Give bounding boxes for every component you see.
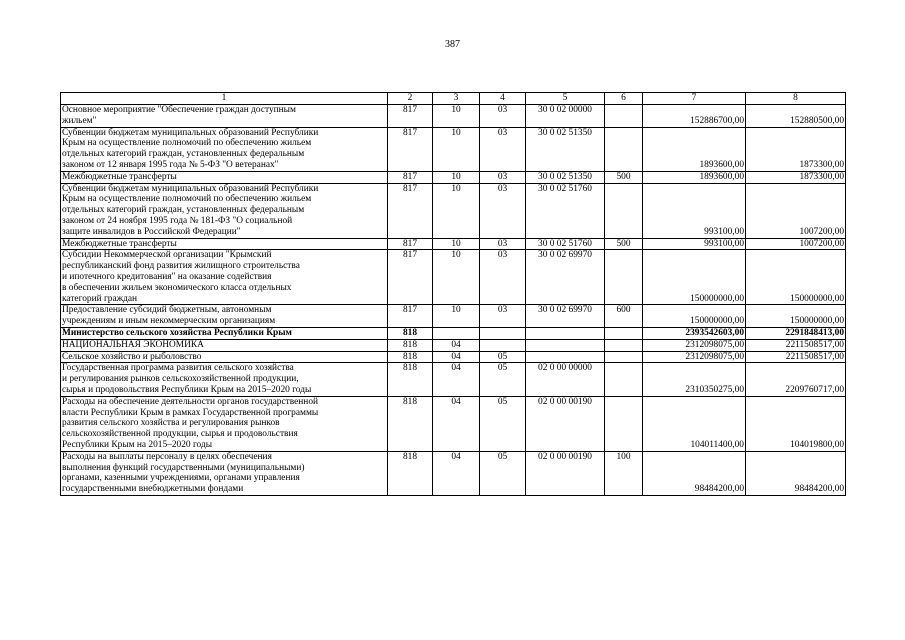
subsection-code-cell: 03 [480, 250, 526, 305]
table-row [61, 305, 846, 328]
column-header: 1 [61, 93, 388, 105]
column-header: 6 [605, 93, 643, 105]
table-row [61, 363, 846, 396]
row-name-cell: Межбюджетные трансферты [61, 171, 388, 183]
amount-year2-cell: 1007200,00 [746, 238, 846, 250]
row-name-cell: Сельское хозяйство и рыболовство [61, 351, 388, 363]
amount-year1-cell: 993100,00 [643, 183, 746, 238]
amount-year2-cell: 152880500,00 [746, 105, 846, 128]
amount-year1-cell: 98484200,00 [643, 451, 746, 495]
section-code-cell: 04 [433, 351, 480, 363]
subsection-code-cell [480, 327, 526, 339]
expense-type-cell [605, 250, 643, 305]
ministry-code-cell: 817 [388, 171, 433, 183]
ministry-code-cell: 818 [388, 339, 433, 351]
table-header-row [61, 93, 846, 105]
expense-type-cell: 100 [605, 451, 643, 495]
ministry-code-cell: 817 [388, 183, 433, 238]
subsection-code-cell: 05 [480, 451, 526, 495]
section-code-cell: 10 [433, 183, 480, 238]
section-code-cell: 10 [433, 105, 480, 128]
subsection-code-cell: 03 [480, 238, 526, 250]
table-row [61, 127, 846, 171]
ministry-code-cell: 817 [388, 105, 433, 128]
table-row [61, 183, 846, 238]
column-header: 2 [388, 93, 433, 105]
subsection-code-cell: 05 [480, 396, 526, 451]
expense-type-cell: 500 [605, 171, 643, 183]
table-row [61, 238, 846, 250]
amount-year2-cell: 98484200,00 [746, 451, 846, 495]
amount-year1-cell: 993100,00 [643, 238, 746, 250]
column-header: 7 [643, 93, 746, 105]
column-header: 8 [746, 93, 846, 105]
target-article-cell [526, 327, 605, 339]
target-article-cell: 30 0 02 51350 [526, 171, 605, 183]
row-name-cell: Расходы на обеспечение деятельности органов государственной власти Республики Крым в рамках Государственной программы развития сельского хозяйства и регулирования рынков сельскохозяйственной продукции, сырья и продовольствия Республики Крым на 2015–2020 годы [61, 396, 388, 451]
section-code-cell: 04 [433, 363, 480, 396]
amount-year2-cell: 1873300,00 [746, 127, 846, 171]
target-article-cell: 30 0 02 69970 [526, 305, 605, 328]
amount-year2-cell: 150000000,00 [746, 305, 846, 328]
expense-type-cell: 600 [605, 305, 643, 328]
expense-type-cell [605, 127, 643, 171]
table-row [61, 451, 846, 495]
expense-type-cell [605, 105, 643, 128]
amount-year1-cell: 2393542603,00 [643, 327, 746, 339]
amount-year1-cell: 1893600,00 [643, 171, 746, 183]
expense-type-cell [605, 183, 643, 238]
section-code-cell: 10 [433, 305, 480, 328]
section-code-cell: 10 [433, 171, 480, 183]
amount-year2-cell: 150000000,00 [746, 250, 846, 305]
budget-table [60, 92, 846, 496]
amount-year1-cell: 104011400,00 [643, 396, 746, 451]
amount-year1-cell: 150000000,00 [643, 250, 746, 305]
amount-year2-cell: 104019800,00 [746, 396, 846, 451]
section-code-cell [433, 327, 480, 339]
amount-year2-cell: 1007200,00 [746, 183, 846, 238]
expense-type-cell [605, 351, 643, 363]
amount-year1-cell: 2310350275,00 [643, 363, 746, 396]
row-name-cell: Субвенции бюджетам муниципальных образований Республики Крым на осуществление полномочий по обеспечению жильем отдельных категорий граждан, установленных федеральным законом от 24 ноября 1995 года № 181-ФЗ "О социальной защите инвалидов в Российской Федерации" [61, 183, 388, 238]
amount-year1-cell: 150000000,00 [643, 305, 746, 328]
amount-year2-cell: 2209760717,00 [746, 363, 846, 396]
row-name-cell: НАЦИОНАЛЬНАЯ ЭКОНОМИКА [61, 339, 388, 351]
expense-type-cell [605, 339, 643, 351]
target-article-cell: 30 0 02 00000 [526, 105, 605, 128]
amount-year1-cell: 152886700,00 [643, 105, 746, 128]
row-name-cell: Расходы на выплаты персоналу в целях обеспечения выполнения функций государственными (муниципальными) органами, казенными учреждениями, органами управления государственными внебюджетными фондами [61, 451, 388, 495]
subsection-code-cell: 03 [480, 183, 526, 238]
ministry-code-cell: 817 [388, 305, 433, 328]
subsection-code-cell: 05 [480, 351, 526, 363]
table-row [61, 396, 846, 451]
section-code-cell: 04 [433, 396, 480, 451]
row-name-cell: Предоставление субсидий бюджетным, автономным учреждениям и иным некоммерческим организациям [61, 305, 388, 328]
ministry-code-cell: 818 [388, 351, 433, 363]
row-name-cell: Субсидии Некоммерческой организации "Крымский республиканский фонд развития жилищного строительства и ипотечного кредитования" на оказание содействия в обеспечении жильем экономического класса отдельных категорий граждан [61, 250, 388, 305]
section-code-cell: 04 [433, 339, 480, 351]
section-code-cell: 10 [433, 127, 480, 171]
subsection-code-cell: 03 [480, 305, 526, 328]
target-article-cell [526, 339, 605, 351]
page-number: 387 [445, 39, 460, 50]
column-header: 4 [480, 93, 526, 105]
subsection-code-cell: 03 [480, 171, 526, 183]
amount-year1-cell: 1893600,00 [643, 127, 746, 171]
expense-type-cell [605, 327, 643, 339]
ministry-code-cell: 818 [388, 451, 433, 495]
target-article-cell: 02 0 00 00000 [526, 363, 605, 396]
amount-year2-cell: 2211508517,00 [746, 351, 846, 363]
ministry-code-cell: 817 [388, 238, 433, 250]
ministry-code-cell: 818 [388, 327, 433, 339]
amount-year2-cell: 2291848413,00 [746, 327, 846, 339]
amount-year2-cell: 1873300,00 [746, 171, 846, 183]
row-name-cell: Субвенции бюджетам муниципальных образований Республики Крым на осуществление полномочий по обеспечению жильем отдельных категорий граждан, установленных федеральным законом от 12 января 1995 года № 5-ФЗ "О ветеранах" [61, 127, 388, 171]
subsection-code-cell: 03 [480, 127, 526, 171]
amount-year2-cell: 2211508517,00 [746, 339, 846, 351]
table-row [61, 351, 846, 363]
target-article-cell: 30 0 02 51760 [526, 183, 605, 238]
table-row [61, 339, 846, 351]
table-row [61, 327, 846, 339]
target-article-cell: 30 0 02 69970 [526, 250, 605, 305]
target-article-cell: 02 0 00 00190 [526, 451, 605, 495]
row-name-cell: Министерство сельского хозяйства Республики Крым [61, 327, 388, 339]
expense-type-cell [605, 363, 643, 396]
table-row [61, 105, 846, 128]
expense-type-cell: 500 [605, 238, 643, 250]
ministry-code-cell: 817 [388, 250, 433, 305]
subsection-code-cell: 03 [480, 105, 526, 128]
ministry-code-cell: 817 [388, 127, 433, 171]
amount-year1-cell: 2312098075,00 [643, 339, 746, 351]
expense-type-cell [605, 396, 643, 451]
column-header: 3 [433, 93, 480, 105]
row-name-cell: Основное мероприятие "Обеспечение граждан доступным жильем" [61, 105, 388, 128]
ministry-code-cell: 818 [388, 363, 433, 396]
target-article-cell: 02 0 00 00190 [526, 396, 605, 451]
target-article-cell: 30 0 02 51350 [526, 127, 605, 171]
amount-year1-cell: 2312098075,00 [643, 351, 746, 363]
column-header: 5 [526, 93, 605, 105]
ministry-code-cell: 818 [388, 396, 433, 451]
target-article-cell [526, 351, 605, 363]
section-code-cell: 10 [433, 238, 480, 250]
subsection-code-cell: 05 [480, 363, 526, 396]
subsection-code-cell [480, 339, 526, 351]
table-row [61, 250, 846, 305]
section-code-cell: 10 [433, 250, 480, 305]
table-row [61, 171, 846, 183]
row-name-cell: Государственная программа развития сельского хозяйства и регулирования рынков сельскохозяйственной продукции, сырья и продовольствия Республики Крым на 2015–2020 годы [61, 363, 388, 396]
target-article-cell: 30 0 02 51760 [526, 238, 605, 250]
section-code-cell: 04 [433, 451, 480, 495]
row-name-cell: Межбюджетные трансферты [61, 238, 388, 250]
